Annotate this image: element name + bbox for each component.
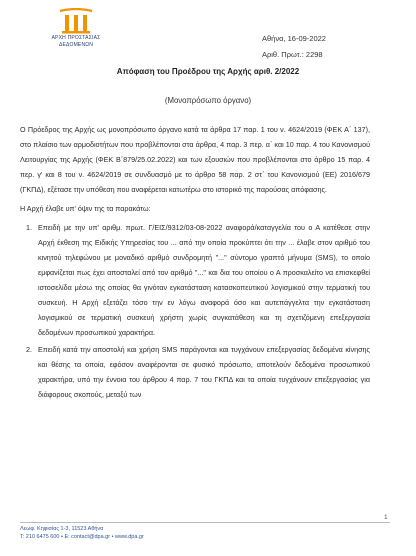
intro-paragraph: Ο Πρόεδρος της Αρχής ως μονοπρόσωπο όργανο κατά τα άρθρα 17 παρ. 1 του ν. 4624/2019 (ΦΕΚ Α΄ 137), στο πλαίσιο των αρμοδιοτήτων που προβλέπονται στα άρθρα, 4 παρ. 3 περ. α΄ και 10 παρ. 4 του Κανονισμού Λειτουργίας της Αρχής (ΦΕΚ Β΄879/25.02.2022) και των εξουσιών που προβλέπονται στο άρθρο 15 παρ. 4 περ. γ' και 8 του ν. 4624/2019 σε συνδυασμό με το άρθρο 58 παρ. 2 στ΄ του Κανονισμού (ΕΕ) 2016/679 (ΓΚΠΔ), εξέτασε την υπόθεση που αναφέρεται κατωτέρω στο ιστορικό της παρούσας απόφασης. — [20, 125, 370, 194]
protocol-number: Αριθ. Πρωτ.: 2298 — [262, 50, 323, 59]
list-item: 1. Επειδή με την υπ' αριθμ. πρωτ. Γ/ΕΙΣ/9312/03-08-2022 αναφορά/καταγγελία του ο Α κατέθεσε στην Αρχή έκθεση της Ειδικής Υπηρεσίας του ... από την οποία προκύπτει ότι την ... έλαβε στον αριθμό του κινητού τηλεφώνου με μοναδικό αριθμό συνδρομητή "..." σύντομο γραπτό μήνυμα (SMS), το οποίο εμφανίζεται πως έχει αποσταλεί από τον αριθμό "..." και δια του οποίου ο Α προσκαλείτο να επισκεφθεί ιστοσελίδα μέσω της οποίας θα γινόταν εγκατάσταση κατασκοπευτικού λογισμικού στην τερματική του συσκευή. Η Αρχή εξετάζει τόσο την εν λόγω αναφορά όσο και αυτεπάγγελτα την εγκατάσταση λογισμικού σε τερματική συσκευή χρήστη χωρίς συγκατάθεση και τη σχετιζόμενη επεξεργασία δεδομένων προσωπικού χαρακτήρα. — [34, 220, 370, 340]
page-number: 1 — [384, 514, 388, 521]
footer — [20, 525, 144, 541]
considerations-heading: Η Αρχή έλαβε υπ' όψιν της τα παρακάτω: — [20, 204, 151, 213]
footer-address: Λεωφ. Κηφισίας 1-3, 11523 Αθήνα — [20, 526, 104, 532]
authority-logo — [36, 8, 116, 48]
decision-title: Απόφαση του Προέδρου της Αρχής αριθ. 2/2022 — [116, 67, 300, 76]
decision-subtitle: (Μονοπρόσωπο όργανο) — [164, 96, 252, 105]
considerations-list — [20, 220, 370, 402]
footer-divider — [20, 522, 390, 523]
footer-contact: Τ: 210 6475 600 • E: contact@dpa.gr • www.dpa.gr — [20, 534, 144, 540]
list-item: 2. Επειδή κατά την αποστολή και χρήση SMS παράγονται και τυγχάνουν επεξεργασίας δεδομένα κίνησης και θέσης τα οποία, εφόσον αναφέρονται σε φυσικό πρόσωπο, αποτελούν δεδομένα προσωπικού χαρακτήρα, υπό την έννοια του άρθρου 4 παρ. 7 του ΓΚΠΔ και τα οποία τυγχάνουν επεξεργασίας για διάφορους σκοπούς, μεταξύ των — [34, 342, 370, 402]
logo-emblem-icon — [56, 8, 96, 34]
document-date: Αθήνα, 16-09-2022 — [262, 34, 326, 43]
date-block — [262, 31, 326, 63]
logo-text-line1: ΑΡΧΗ ΠΡΟΣΤΑΣΙΑΣ — [51, 35, 101, 41]
document-body — [20, 122, 370, 404]
logo-text-line2: ΔΕΔΟΜΕΝΩΝ — [58, 42, 94, 48]
